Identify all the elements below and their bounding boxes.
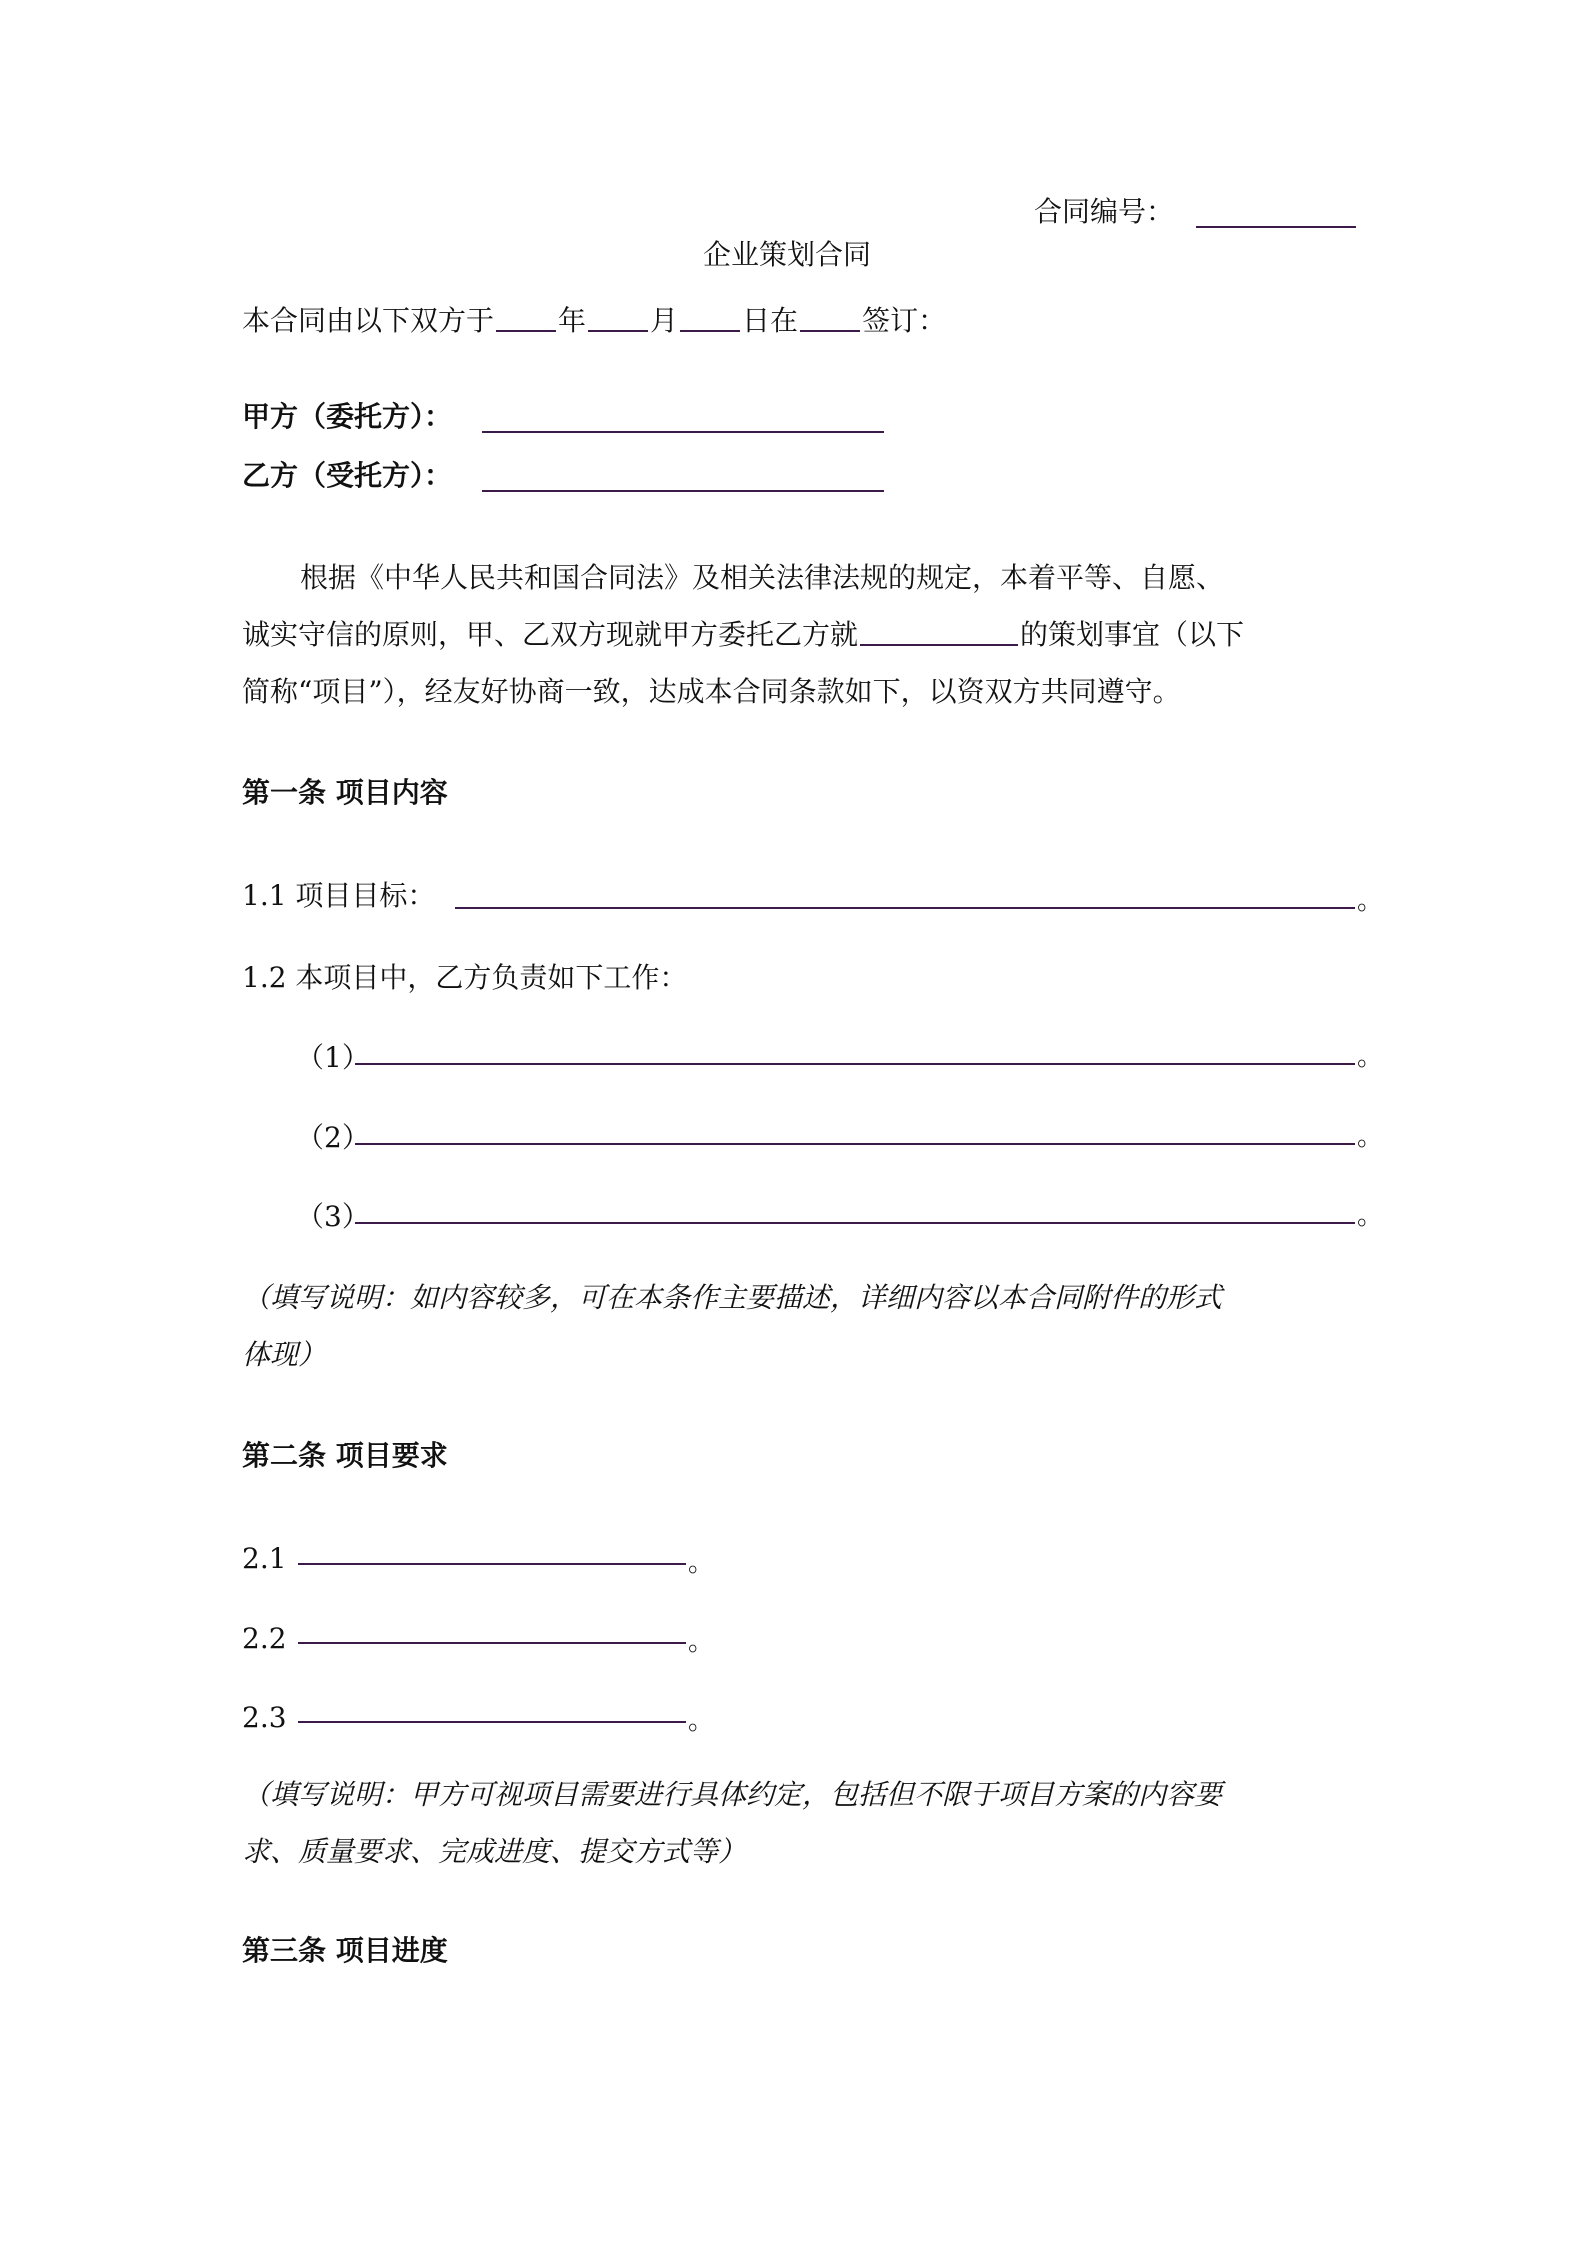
article-2-note-line-1: （填写说明：甲方可视项目需要进行具体约定，包括但不限于项目方案的内容要 — [242, 1778, 1223, 1811]
period: 。 — [1357, 886, 1384, 916]
preamble-line-3: 简称“项目”），经友好协商一致，达成本合同条款如下，以资双方共同遵守。 — [242, 675, 1181, 708]
preamble-line-2-prefix: 诚实守信的原则，甲、乙双方现就甲方委托乙方就 — [242, 618, 859, 651]
item-2-3-label: 2.3 — [242, 1701, 287, 1734]
preamble-line-1: 根据《中华人民共和国合同法》及相关法律法规的规定，本着平等、自愿、 — [300, 561, 1225, 594]
article-1-note-line-2: 体现） — [242, 1338, 327, 1371]
item-2-2-label: 2.2 — [242, 1622, 287, 1655]
party-a-field[interactable] — [482, 431, 884, 433]
subitem-1-label: （1） — [296, 1041, 370, 1074]
period: 。 — [688, 1548, 715, 1578]
item-1-2-label: 1.2 本项目中，乙方负责如下工作： — [242, 961, 688, 994]
period: 。 — [688, 1627, 715, 1657]
party-b-label: 乙方（受托方）： — [242, 459, 453, 492]
subitem-3-label: （3） — [296, 1200, 370, 1233]
contract-number-field[interactable] — [1196, 226, 1356, 228]
project-name-field[interactable] — [860, 643, 1018, 646]
requirement-2-2-field[interactable] — [298, 1642, 686, 1644]
intro-signed: 签订： — [862, 304, 947, 337]
party-a-label: 甲方（委托方）： — [242, 400, 453, 433]
subitem-3-field[interactable] — [355, 1222, 1355, 1224]
intro-year: 年 — [558, 304, 587, 337]
subitem-2-field[interactable] — [355, 1143, 1355, 1145]
period: 。 — [1357, 1122, 1384, 1152]
intro-prefix: 本合同由以下双方于 — [242, 304, 495, 337]
intro-day: 日在 — [742, 304, 799, 337]
requirement-2-1-field[interactable] — [298, 1563, 686, 1565]
preamble-line-2-suffix: 的策划事宜（以下 — [1020, 618, 1245, 651]
item-2-1-label: 2.1 — [242, 1542, 287, 1575]
preamble-line-2 — [242, 617, 1244, 653]
month-field[interactable] — [588, 329, 648, 332]
article-1-heading: 第一条 项目内容 — [242, 776, 448, 809]
period: 。 — [1357, 1201, 1384, 1231]
subitem-2-label: （2） — [296, 1121, 370, 1154]
period: 。 — [688, 1706, 715, 1736]
day-field[interactable] — [680, 329, 740, 332]
year-field[interactable] — [496, 329, 556, 332]
article-2-note-line-2: 求、质量要求、完成进度、提交方式等） — [242, 1835, 747, 1868]
contract-number-label: 合同编号： — [1034, 195, 1175, 228]
requirement-2-3-field[interactable] — [298, 1721, 686, 1723]
item-1-1-label: 1.1 项目目标： — [242, 879, 436, 912]
intro-month: 月 — [650, 304, 679, 337]
document-title: 企业策划合同 — [703, 238, 872, 271]
article-1-note-line-1: （填写说明：如内容较多，可在本条作主要描述，详细内容以本合同附件的形式 — [242, 1281, 1223, 1314]
intro-line — [242, 303, 946, 339]
party-b-field[interactable] — [482, 490, 884, 492]
project-goal-field[interactable] — [455, 907, 1355, 909]
article-3-heading: 第三条 项目进度 — [242, 1934, 448, 1967]
period: 。 — [1357, 1042, 1384, 1072]
article-2-heading: 第二条 项目要求 — [242, 1439, 448, 1472]
subitem-1-field[interactable] — [355, 1063, 1355, 1065]
place-field[interactable] — [800, 329, 860, 332]
